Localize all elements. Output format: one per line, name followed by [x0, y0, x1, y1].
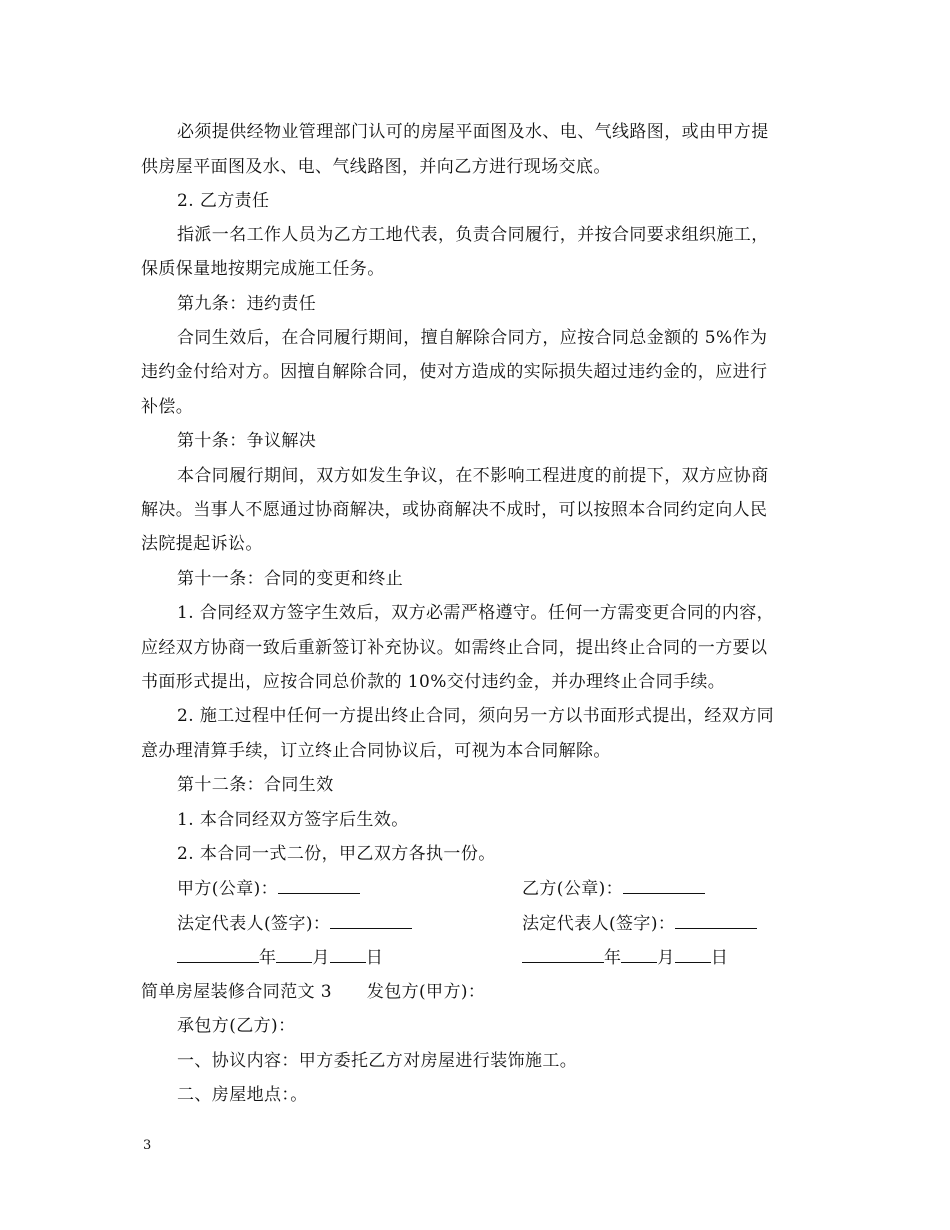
date-blank [177, 946, 259, 963]
paragraph-line: 解决。当事人不愿通过协商解决，或协商解决不成时，可以按照本合同约定向人民 [141, 500, 768, 520]
paragraph-line: 违约金付给对方。因擅自解除合同，使对方造成的实际损失超过违约金的，应进行 [141, 362, 768, 382]
signature-blank [675, 912, 757, 929]
paragraph-line: 补偿。 [141, 397, 194, 417]
year-label: 年 [604, 948, 622, 968]
party-a-rep-label: 法定代表人(签字)： [177, 914, 331, 934]
article-heading: 第九条：违约责任 [177, 294, 317, 314]
party-b-rep-label: 法定代表人(签字)： [522, 914, 676, 934]
paragraph-line: 2. 施工过程中任何一方提出终止合同，须向另一方以书面形式提出，经双方同 [177, 706, 775, 726]
signature-blank [278, 877, 360, 894]
signature-blank [623, 877, 705, 894]
paragraph-line: 供房屋平面图及水、电、气线路图，并向乙方进行现场交底。 [141, 157, 611, 177]
paragraph-line: 意办理清算手续，订立终止合同协议后，可视为本合同解除。 [141, 741, 611, 761]
date-blank [330, 946, 366, 963]
paragraph-line: 承包方(乙方)： [177, 1016, 296, 1036]
date-blank [621, 946, 657, 963]
paragraph-line: 保质保量地按期完成施工任务。 [141, 259, 385, 279]
article-heading: 第十一条：合同的变更和终止 [177, 569, 404, 589]
party-b-seal-row [522, 877, 705, 900]
page-number: 3 [143, 1138, 152, 1153]
paragraph-line: 1. 合同经双方签字生效后，双方必需严格遵守。任何一方需变更合同的内容， [177, 603, 775, 623]
day-label: 日 [710, 948, 729, 968]
year-label: 年 [259, 948, 277, 968]
paragraph-line: 法院提起诉讼。 [141, 534, 263, 554]
party-a-rep-row [177, 912, 412, 935]
paragraph-line: 1. 本合同经双方签字后生效。 [177, 810, 409, 830]
party-b-date-row [522, 946, 728, 969]
paragraph-line: 书面形式提出，应按合同总价款的 10%交付违约金，并办理终止合同手续。 [141, 672, 726, 692]
paragraph-line: 指派一名工作人员为乙方工地代表，负责合同履行，并按合同要求组织施工， [177, 225, 769, 245]
month-label: 月 [312, 948, 330, 968]
paragraph-line: 2. 本合同一式二份，甲乙双方各执一份。 [177, 844, 496, 864]
next-contract-title: 简单房屋装修合同范文 3 发包方(甲方)： [141, 982, 486, 1002]
party-a-seal-row [177, 877, 360, 900]
month-label: 月 [657, 948, 675, 968]
article-heading: 第十二条：合同生效 [177, 775, 334, 795]
party-a-date-row [177, 946, 383, 969]
article-heading: 第十条：争议解决 [177, 431, 317, 451]
paragraph-line: 必须提供经物业管理部门认可的房屋平面图及水、电、气线路图，或由甲方提 [177, 122, 769, 142]
paragraph-line: 合同生效后，在合同履行期间，擅自解除合同方，应按合同总金额的 5%作为 [177, 328, 768, 348]
paragraph-line: 一、协议内容：甲方委托乙方对房屋进行装饰施工。 [177, 1051, 578, 1071]
date-blank [276, 946, 312, 963]
paragraph-line: 本合同履行期间，双方如发生争议，在不影响工程进度的前提下，双方应协商 [177, 466, 769, 486]
party-a-seal-label: 甲方(公章)： [177, 879, 279, 899]
date-blank [522, 946, 604, 963]
party-b-seal-label: 乙方(公章)： [522, 879, 624, 899]
party-b-rep-row [522, 912, 757, 935]
paragraph-line: 二、房屋地点：。 [177, 1085, 308, 1105]
paragraph-line: 应经双方协商一致后重新签订补充协议。如需终止合同，提出终止合同的一方要以 [141, 638, 768, 658]
day-label: 日 [365, 948, 384, 968]
section-heading: 2. 乙方责任 [177, 191, 270, 211]
signature-blank [330, 912, 412, 929]
date-blank [675, 946, 711, 963]
